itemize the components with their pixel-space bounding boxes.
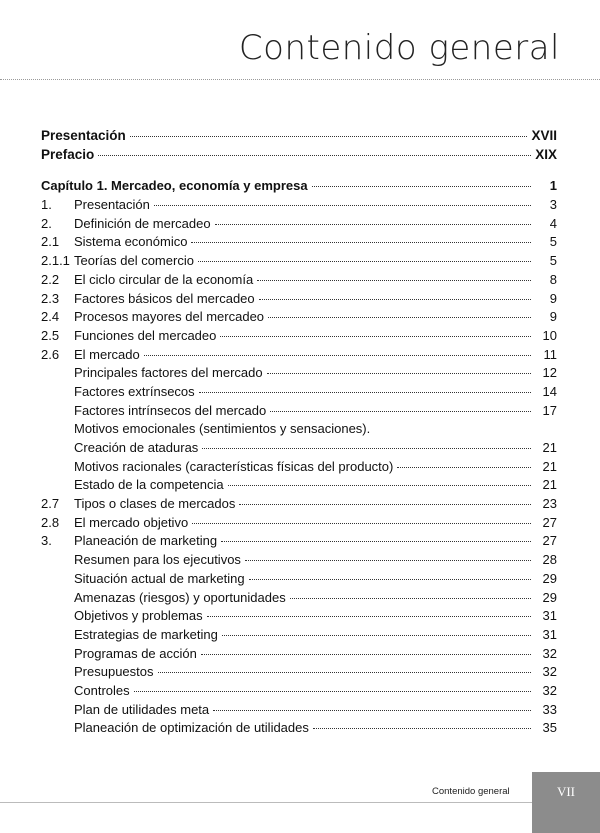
toc-entry	[41, 346, 557, 365]
toc-entry	[41, 570, 557, 589]
toc-entry-page: 29	[542, 589, 557, 605]
toc-entry-title: Funciones del mercadeo	[74, 327, 217, 343]
toc-entry-title: Prefacio	[41, 146, 95, 162]
toc-entry	[41, 215, 557, 234]
leader-dots	[397, 467, 531, 468]
toc-entry	[41, 458, 557, 477]
toc-entry-page: 14	[542, 383, 557, 399]
toc-entry-page: 21	[542, 440, 557, 455]
toc-entry-title: Controles	[74, 682, 130, 698]
leader-dots	[221, 541, 531, 542]
toc-entry-page: 9	[549, 290, 557, 306]
chapter-page: 1	[549, 178, 557, 194]
toc-entry-page: 5	[549, 253, 557, 269]
toc-entry-page: 8	[549, 271, 557, 287]
toc-entry-number: 2.5	[41, 327, 60, 343]
toc-entry-title: Amenazas (riesgos) y oportunidades	[74, 589, 286, 605]
toc-entry-page: 17	[542, 402, 557, 418]
toc-entry-number: 2.6	[41, 346, 60, 362]
leader-dots	[202, 448, 531, 449]
toc-entry-page: 12	[542, 365, 557, 381]
leader-dots	[257, 280, 531, 281]
leader-dots	[192, 523, 531, 524]
leader-dots	[228, 485, 531, 486]
toc-entry-title: Sistema económico	[74, 234, 188, 250]
toc-entry-page: 33	[542, 701, 557, 717]
toc-entry	[41, 701, 557, 720]
header-divider	[0, 79, 600, 80]
toc-entry-title: Estrategias de marketing	[74, 626, 218, 642]
toc-entry-page: 10	[542, 327, 557, 343]
toc-entry-title: Plan de utilidades meta	[74, 701, 210, 717]
toc-entry-page: 29	[542, 570, 557, 586]
toc-entry-title: Presentación	[41, 128, 126, 143]
toc-entry-page: 32	[542, 664, 557, 680]
toc-entry	[41, 476, 557, 495]
toc-entry-number: 2.4	[41, 309, 60, 325]
toc-entry	[41, 495, 557, 514]
leader-dots	[215, 224, 531, 225]
leader-dots	[312, 186, 531, 187]
toc-entry	[41, 383, 557, 402]
toc-entry-title: Procesos mayores del mercadeo	[74, 309, 265, 325]
leader-dots	[313, 728, 531, 729]
leader-dots	[158, 672, 532, 673]
toc-entry-title: Principales factores del mercado	[74, 365, 263, 381]
toc-entry	[41, 589, 557, 608]
toc-entry	[41, 402, 557, 421]
leader-dots	[191, 242, 531, 243]
toc-entry-page: XIX	[535, 146, 557, 162]
toc-entry-page: 9	[549, 309, 557, 325]
table-of-contents	[41, 127, 557, 738]
toc-entry-page: 35	[542, 720, 557, 736]
leader-dots	[222, 635, 531, 636]
toc-entry-page: 5	[549, 234, 557, 250]
page-title: Contenido general	[238, 28, 560, 68]
toc-entry-list	[41, 196, 557, 738]
toc-entry-title: Resumen para los ejecutivos	[74, 552, 241, 568]
toc-entry-page: 21	[542, 458, 557, 474]
leader-dots	[207, 616, 531, 617]
toc-entry-page: 32	[542, 645, 557, 661]
leader-dots	[199, 392, 531, 393]
toc-entry-title: Factores intrínsecos del mercado	[74, 402, 267, 418]
toc-front-presentacion	[41, 127, 557, 146]
toc-entry-title: Estado de la competencia	[74, 477, 224, 493]
footer-section-label: Contenido general	[432, 786, 510, 797]
leader-dots	[213, 710, 531, 711]
toc-entry-page: 4	[549, 215, 557, 231]
toc-entry-title: El mercado objetivo	[74, 514, 189, 530]
leader-dots	[201, 654, 531, 655]
leader-dots	[290, 598, 531, 599]
leader-dots	[268, 317, 531, 318]
toc-entry-number: 1.	[41, 197, 52, 213]
toc-entry-title: Definición de mercadeo	[74, 215, 211, 231]
toc-entry	[41, 420, 557, 439]
leader-dots	[130, 136, 528, 137]
toc-entry-number: 2.1.1	[41, 253, 70, 269]
toc-entry-title: Objetivos y problemas	[74, 608, 203, 624]
toc-entry-number: 2.3	[41, 290, 60, 306]
toc-entry-number: 2.2	[41, 271, 60, 287]
toc-entry	[41, 719, 557, 738]
toc-entry-page: 21	[542, 477, 557, 493]
leader-dots	[154, 205, 531, 206]
toc-entry-title: Planeación de optimización de utilidades	[74, 720, 309, 736]
leader-dots	[134, 691, 531, 692]
leader-dots	[259, 299, 531, 300]
footer-divider	[0, 802, 532, 803]
toc-entry	[41, 439, 557, 458]
toc-entry-title: Motivos emocionales (sentimientos y sensaciones).	[74, 421, 371, 437]
toc-entry	[41, 551, 557, 570]
toc-entry-page: XVII	[531, 128, 557, 143]
toc-entry-number: 2.1	[41, 234, 60, 250]
toc-entry	[41, 327, 557, 346]
toc-entry-title: Presentación	[74, 197, 150, 213]
toc-entry-title: El mercado	[74, 346, 140, 362]
toc-entry-title: Teorías del comercio	[74, 253, 194, 269]
toc-entry	[41, 252, 557, 271]
leader-dots	[270, 411, 531, 412]
toc-entry-page: 27	[542, 514, 557, 530]
toc-entry-title: Creación de ataduras	[74, 440, 199, 455]
toc-entry-title: Tipos o clases de mercados	[74, 496, 236, 512]
leader-dots	[198, 261, 531, 262]
toc-front-prefacio	[41, 146, 557, 165]
chapter-title: Capítulo 1. Mercadeo, economía y empresa	[41, 178, 308, 194]
leader-dots	[267, 373, 531, 374]
toc-entry	[41, 607, 557, 626]
toc-entry	[41, 233, 557, 252]
page-number: VII	[556, 784, 576, 799]
toc-entry-title: Motivos racionales (características físicas del producto)	[74, 458, 394, 474]
toc-entry	[41, 364, 557, 383]
toc-entry	[41, 532, 557, 551]
toc-entry	[41, 682, 557, 701]
toc-entry-title: Factores extrínsecos	[74, 383, 195, 399]
leader-dots	[144, 355, 531, 356]
toc-entry-page: 31	[542, 608, 557, 624]
toc-chapter-heading	[41, 177, 557, 196]
toc-entry-title: Situación actual de marketing	[74, 570, 245, 586]
toc-entry	[41, 271, 557, 290]
leader-dots	[245, 560, 531, 561]
toc-entry	[41, 645, 557, 664]
leader-dots	[249, 579, 531, 580]
toc-entry	[41, 514, 557, 533]
toc-entry-title: Factores básicos del mercadeo	[74, 290, 255, 306]
toc-entry-number: 2.7	[41, 496, 60, 512]
toc-entry-page: 3	[549, 197, 557, 213]
toc-entry	[41, 663, 557, 682]
toc-entry	[41, 290, 557, 309]
toc-entry	[41, 196, 557, 215]
page-number-tab	[532, 772, 600, 833]
leader-dots	[98, 155, 531, 156]
toc-entry-title: Programas de acción	[74, 645, 197, 661]
leader-dots	[220, 336, 531, 337]
toc-entry	[41, 626, 557, 645]
leader-dots	[239, 504, 531, 505]
toc-entry-title: El ciclo circular de la economía	[74, 271, 254, 287]
toc-entry	[41, 308, 557, 327]
toc-entry-page: 28	[542, 552, 557, 568]
toc-entry-number: 2.8	[41, 514, 60, 530]
toc-entry-number: 2.	[41, 215, 52, 231]
toc-entry-page: 27	[542, 533, 557, 549]
toc-entry-page: 31	[542, 626, 557, 642]
toc-entry-page: 11	[543, 346, 557, 362]
toc-entry-page: 32	[542, 682, 557, 698]
toc-entry-page: 23	[542, 496, 557, 512]
toc-entry-title: Planeación de marketing	[74, 533, 218, 549]
toc-entry-title: Presupuestos	[74, 664, 154, 680]
toc-entry-number: 3.	[41, 533, 52, 549]
